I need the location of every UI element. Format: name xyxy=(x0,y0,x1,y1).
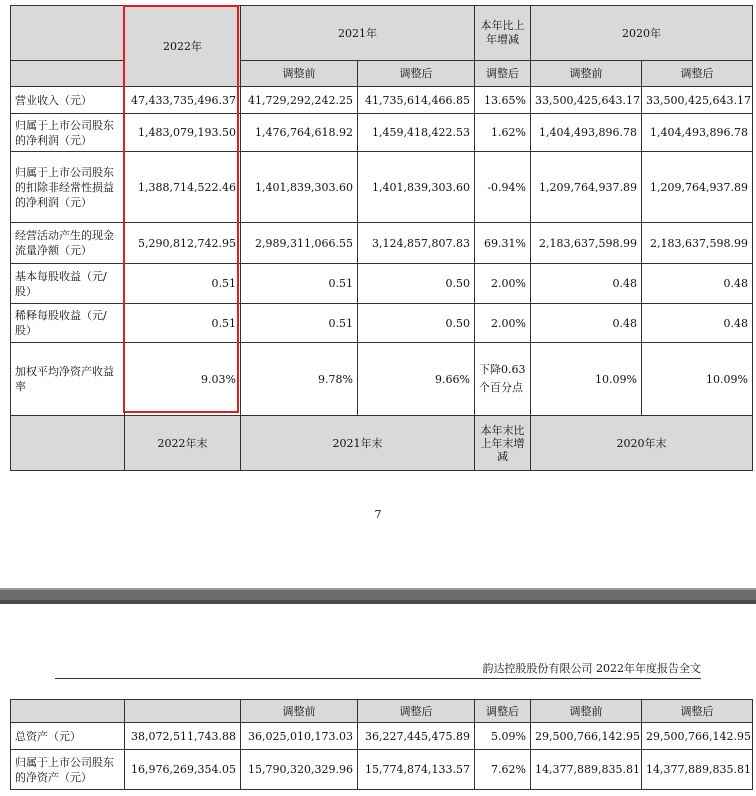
value-2021-after: 15,774,874,133.57 xyxy=(358,750,475,790)
table-row xyxy=(11,264,753,304)
value-change: 2.00% xyxy=(475,304,531,343)
header-change: 本年比上年增减 xyxy=(475,6,531,61)
value-2020-after: 1,404,493,896.78 xyxy=(642,114,753,152)
header-2020-before: 调整前 xyxy=(531,700,642,723)
row-label: 营业收入（元） xyxy=(11,87,125,114)
value-2020-after: 0.48 xyxy=(642,264,753,304)
value-2022: 0.51 xyxy=(125,264,241,304)
row-label: 加权平均净资产收益率 xyxy=(11,343,125,416)
value-2021-before: 2,989,311,066.55 xyxy=(241,223,358,264)
value-2020-before: 29,500,766,142.95 xyxy=(531,723,642,750)
table-row xyxy=(11,152,753,223)
value-2020-before: 2,183,637,598.99 xyxy=(531,223,642,264)
value-2021-after: 3,124,857,807.83 xyxy=(358,223,475,264)
table-row xyxy=(11,114,753,152)
value-2022: 1,388,714,522.46 xyxy=(125,152,241,223)
table-row xyxy=(11,343,753,416)
table-row xyxy=(11,223,753,264)
header-change-after: 调整后 xyxy=(475,700,531,723)
value-change: 1.62% xyxy=(475,114,531,152)
value-2022: 1,483,079,193.50 xyxy=(125,114,241,152)
header-2021-before: 调整前 xyxy=(241,700,358,723)
value-2020-before: 10.09% xyxy=(531,343,642,416)
value-change: 13.65% xyxy=(475,87,531,114)
footer-end-2021: 2021年末 xyxy=(241,416,475,471)
value-change: 7.62% xyxy=(475,750,531,790)
value-change: 5.09% xyxy=(475,723,531,750)
value-2022: 16,976,269,354.05 xyxy=(125,750,241,790)
header-year-2021: 2021年 xyxy=(241,6,475,61)
value-change: -0.94% xyxy=(475,152,531,223)
value-2020-before: 14,377,889,835.81 xyxy=(531,750,642,790)
value-2022: 47,433,735,496.37 xyxy=(125,87,241,114)
value-2021-after: 41,735,614,466.85 xyxy=(358,87,475,114)
row-label: 经营活动产生的现金流量净额（元） xyxy=(11,223,125,264)
value-2021-after: 9.66% xyxy=(358,343,475,416)
row-label: 基本每股收益（元/股） xyxy=(11,264,125,304)
value-2021-before: 1,476,764,618.92 xyxy=(241,114,358,152)
value-2020-after: 29,500,766,142.95 xyxy=(642,723,753,750)
value-2020-after: 1,209,764,937.89 xyxy=(642,152,753,223)
balance-table xyxy=(10,699,753,790)
value-2020-after: 2,183,637,598.99 xyxy=(642,223,753,264)
value-2020-before: 0.48 xyxy=(531,304,642,343)
value-2020-after: 0.48 xyxy=(642,304,753,343)
value-2021-before: 36,025,010,173.03 xyxy=(241,723,358,750)
value-2021-before: 9.78% xyxy=(241,343,358,416)
row-label: 归属于上市公司股东的扣除非经常性损益的净利润（元） xyxy=(11,152,125,223)
row-label: 稀释每股收益（元/股） xyxy=(11,304,125,343)
value-2021-before: 1,401,839,303.60 xyxy=(241,152,358,223)
row-label: 归属于上市公司股东的净利润（元） xyxy=(11,114,125,152)
value-2020-after: 14,377,889,835.81 xyxy=(642,750,753,790)
value-2021-after: 0.50 xyxy=(358,304,475,343)
value-2021-after: 36,227,445,475.89 xyxy=(358,723,475,750)
footer-end-2022: 2022年末 xyxy=(125,416,241,471)
header-2020-before: 调整前 xyxy=(531,61,642,87)
value-2021-before: 0.51 xyxy=(241,304,358,343)
row-label: 总资产（元） xyxy=(11,723,125,750)
page-number: 7 xyxy=(374,508,382,521)
footer-change: 本年末比上年末增减 xyxy=(475,416,531,471)
key-financials-table xyxy=(10,5,753,471)
value-2020-before: 33,500,425,643.17 xyxy=(531,87,642,114)
value-change: 2.00% xyxy=(475,264,531,304)
header-2021-after: 调整后 xyxy=(358,61,475,87)
value-2020-before: 1,209,764,937.89 xyxy=(531,152,642,223)
value-2022: 0.51 xyxy=(125,304,241,343)
value-2021-before: 0.51 xyxy=(241,264,358,304)
value-2022: 38,072,511,743.88 xyxy=(125,723,241,750)
value-2020-before: 1,404,493,896.78 xyxy=(531,114,642,152)
table-row xyxy=(11,87,753,114)
value-change: 69.31% xyxy=(475,223,531,264)
value-2021-after: 0.50 xyxy=(358,264,475,304)
value-2020-after: 10.09% xyxy=(642,343,753,416)
value-2020-before: 0.48 xyxy=(531,264,642,304)
row-label: 归属于上市公司股东的净资产（元） xyxy=(11,750,125,790)
header-2020-after: 调整后 xyxy=(642,700,753,723)
value-2022: 9.03% xyxy=(125,343,241,416)
header-change-after: 调整后 xyxy=(475,61,531,87)
header-2021-after: 调整后 xyxy=(358,700,475,723)
value-2021-after: 1,459,418,422.53 xyxy=(358,114,475,152)
table-row xyxy=(11,723,753,750)
value-2022: 5,290,812,742.95 xyxy=(125,223,241,264)
table-row xyxy=(11,750,753,790)
header-2021-before: 调整前 xyxy=(241,61,358,87)
value-2021-after: 1,401,839,303.60 xyxy=(358,152,475,223)
value-2021-before: 15,790,320,329.96 xyxy=(241,750,358,790)
page-break-band xyxy=(0,588,756,604)
table-row xyxy=(11,304,753,343)
value-2021-before: 41,729,292,242.25 xyxy=(241,87,358,114)
value-change: 下降0.63个百分点 xyxy=(475,343,531,416)
header-year-2020: 2020年 xyxy=(531,6,753,61)
running-header: 韵达控股股份有限公司 2022年年度报告全文 xyxy=(482,662,701,675)
header-2020-after: 调整后 xyxy=(642,61,753,87)
footer-end-2020: 2020年末 xyxy=(531,416,753,471)
header-year-2022: 2022年 xyxy=(125,6,241,87)
value-2020-after: 33,500,425,643.17 xyxy=(642,87,753,114)
header-rule xyxy=(55,678,701,679)
